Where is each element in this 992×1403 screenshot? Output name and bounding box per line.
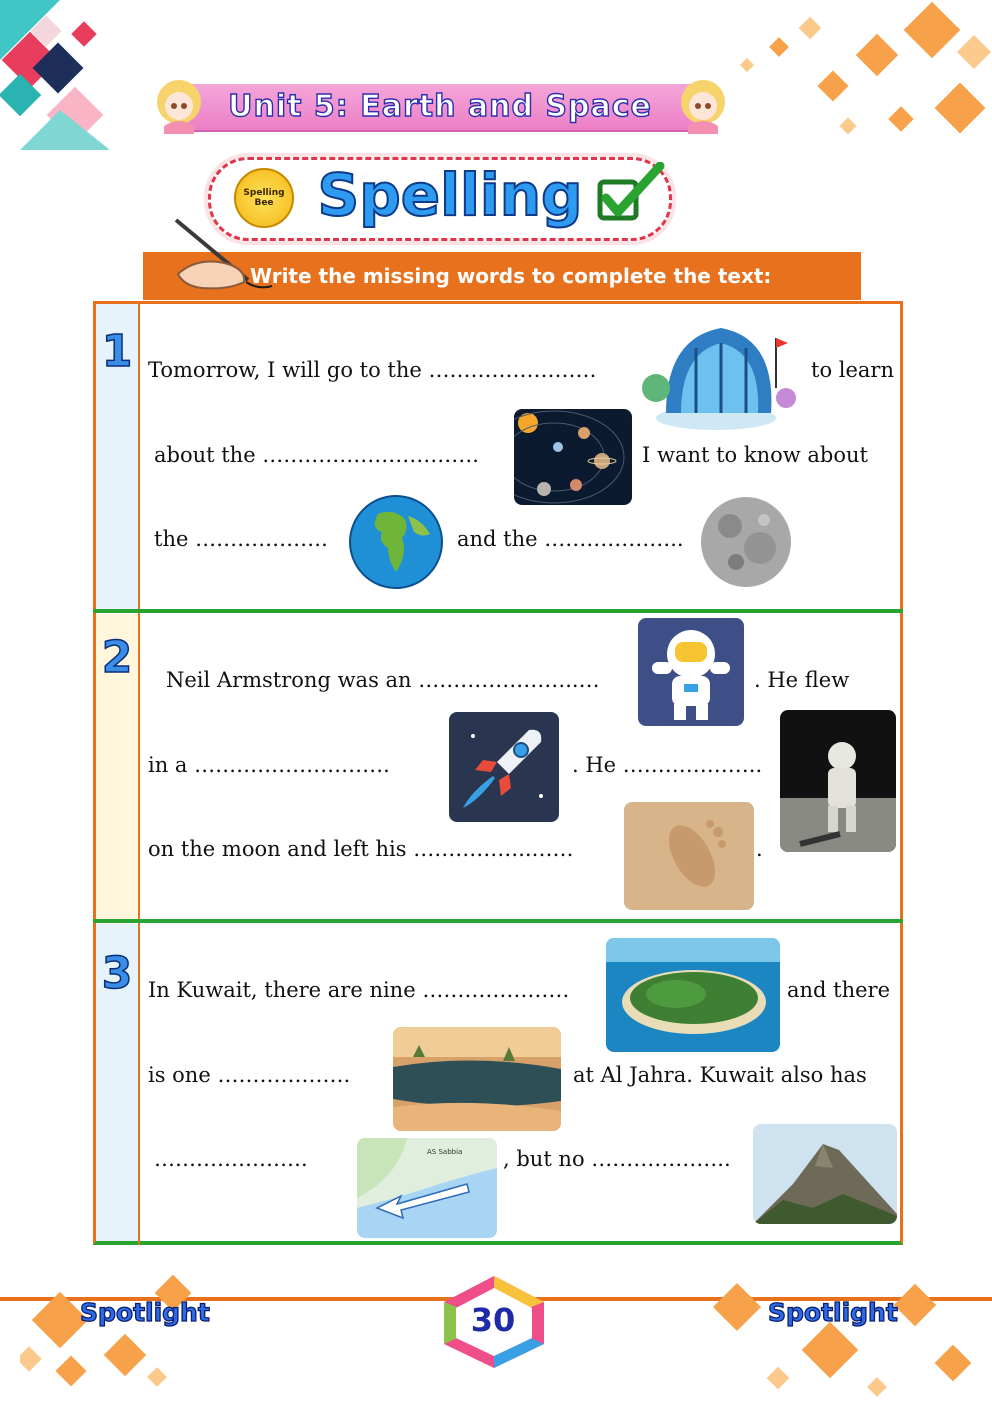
ex1-line1-tail: to learn <box>811 358 894 382</box>
bottom-left-decoration <box>20 1270 220 1403</box>
moon-walk-image <box>780 710 896 852</box>
bottom-right-decoration <box>700 1270 992 1403</box>
ex3-line3-text: …………………. <box>154 1147 308 1171</box>
brand-logo-left: Spotlight <box>80 1298 210 1327</box>
mountain-image <box>753 1124 897 1224</box>
ex1-line3-tail: and the ……………….. <box>457 527 684 551</box>
ex2-line3-tail: . <box>756 837 763 861</box>
girl-left-icon <box>152 76 206 134</box>
ex2-line1-tail: . He flew <box>754 668 850 692</box>
astronaut-image <box>638 618 744 726</box>
island-image <box>606 938 780 1052</box>
planetarium-image <box>636 318 802 436</box>
unit-title: Unit 5: Earth and Space <box>228 89 652 124</box>
ex1-line2-tail: I want to know about <box>642 443 868 467</box>
ex3-line1-tail: and there <box>787 978 891 1002</box>
ex1-line1-text: Tomorrow, I will go to the …………………… <box>148 358 597 382</box>
row-divider-1 <box>93 609 903 613</box>
badge-text-top: Spelling <box>243 188 285 198</box>
ex2-line2-tail: . He ……………….. <box>572 753 763 777</box>
brand-logo-right: Spotlight <box>768 1298 898 1327</box>
top-right-corner-decoration <box>712 0 992 170</box>
ex3-line2-tail: at Al Jahra. Kuwait also has <box>573 1063 867 1087</box>
oasis-image <box>393 1027 561 1131</box>
ex1-line3-text: the ………………. <box>154 527 328 551</box>
footprint-image <box>624 802 754 910</box>
earth-image <box>348 494 444 590</box>
column-divider <box>138 301 140 1245</box>
exercise-number-3: 3 <box>101 948 133 999</box>
ex3-line1-text: In Kuwait, there are nine ………………… <box>148 978 570 1002</box>
row-divider-2 <box>93 919 903 923</box>
bay-map-image <box>357 1138 497 1238</box>
ex2-line2-text: in a ………………………. <box>148 753 390 777</box>
ex2-line3-text: on the moon and left his ……………..…… <box>148 837 574 861</box>
ex3-line3-tail: , but no ……………….. <box>503 1147 731 1171</box>
exercise-number-1: 1 <box>101 326 133 377</box>
exercise-number-2: 2 <box>101 632 133 683</box>
section-title: Spelling <box>317 161 583 229</box>
top-left-corner-decoration <box>0 0 120 160</box>
badge-text-bottom: Bee <box>254 198 274 208</box>
page-number: 30 <box>470 1301 516 1339</box>
ex3-line2-text: is one ………………. <box>148 1063 351 1087</box>
solar-system-image <box>514 409 632 505</box>
ex1-line2-text: about the …………………………. <box>154 443 479 467</box>
moon-image <box>700 496 792 588</box>
rocket-image <box>449 712 559 822</box>
map-label: AS Sabbia <box>427 1148 463 1156</box>
girl-right-icon <box>676 76 730 134</box>
checkmark-icon <box>596 162 666 224</box>
instruction-text: Write the missing words to complete the text: <box>250 264 772 288</box>
ex2-line1-text: Neil Armstrong was an …………………..… <box>166 668 600 692</box>
